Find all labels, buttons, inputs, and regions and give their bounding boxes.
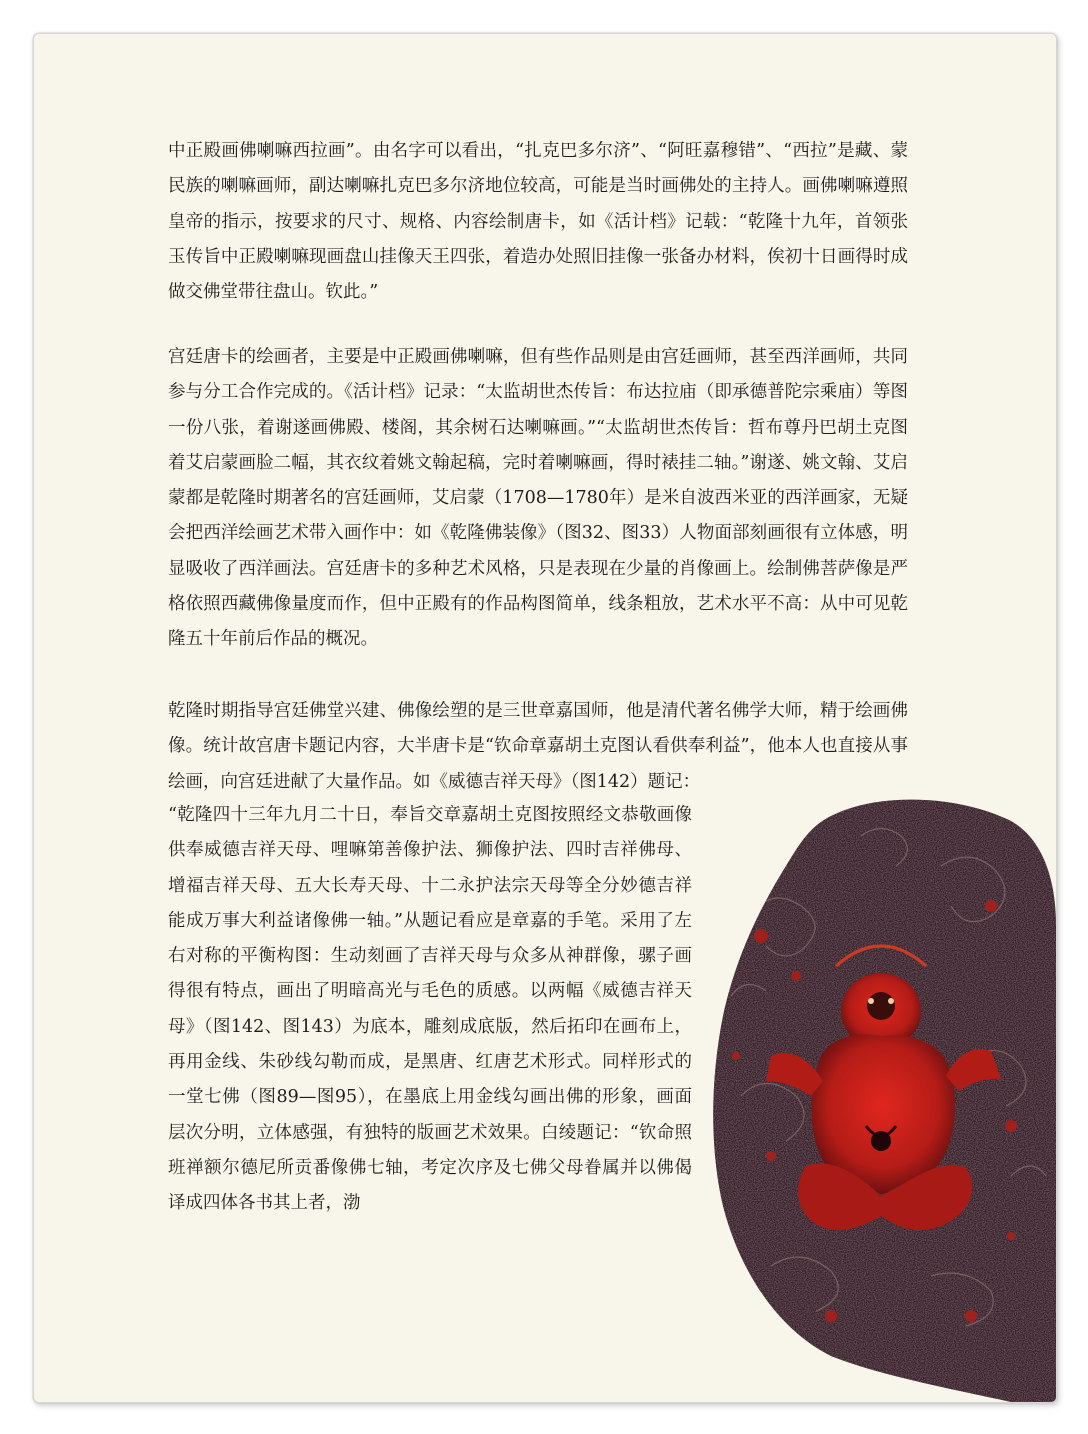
book-page bbox=[33, 33, 1057, 1403]
paragraph-2-text: 宫廷唐卡的绘画者，主要是中正殿画佛喇嘛，但有些作品则是由宫廷画师，甚至西洋画师，共同参与分工合作完成的。《活计档》记录：“太监胡世杰传旨：布达拉庙（即承德普陀宗乘庙）等图一份八张，着谢遂画佛殿、楼阁，其余树石达喇嘛画。”“太监胡世杰传旨：哲布尊丹巴胡土克图着艾启蒙画脸二幅，其衣纹着姚文翰起稿，完时着喇嘛画，得时裱挂二轴。”谢遂、姚文翰、艾启蒙都是乾隆时期著名的宫廷画师，艾启蒙（1708—1780年）是米自波西米亚的西洋画家，无疑会把西洋绘画艺术带入画作中：如《乾隆佛装像》（图32、图33）人物面部刻画很有立体感，明显吸收了西洋画法。宫廷唐卡的多种艺术风格，只是表现在少量的肖像画上。绘制佛菩萨像是严格依照西藏佛像量度而作，但中正殿有的作品构图简单，线条粗放，艺术水平不高：从中可见乾隆五十年前后作品的概况。 bbox=[168, 347, 908, 650]
paragraph-3-text: 乾隆时期指导宫廷佛堂兴建、佛像绘塑的是三世章嘉国师，他是清代著名佛学大师，精于绘画佛像。统计故宫唐卡题记内容，大半唐卡是“钦命章嘉胡土克图认看供奉利益”，他本人也直接从事绘画，向宫廷进献了大量作品。如《威德吉祥天母》（图142）题记： bbox=[168, 701, 908, 792]
paragraph-4 bbox=[168, 798, 692, 1222]
thangka-illustration bbox=[711, 796, 1056, 1402]
paragraph-3 bbox=[168, 694, 908, 800]
paragraph-1 bbox=[168, 134, 908, 310]
paragraph-2 bbox=[168, 340, 908, 658]
paragraph-4-text: “乾隆四十三年九月二十日，奉旨交章嘉胡土克图按照经文恭敬画像供奉威德吉祥天母、哩嘛第善像护法、狮像护法、四时吉祥佛母、增福吉祥天母、五大长寿天母、十二永护法宗天母等全分妙德吉祥能成万事大利益诸像佛一轴。”从题记看应是章嘉的手笔。采用了左右对称的平衡构图：生动刻画了吉祥天母与众多从神群像，骡子画得很有特点，画出了明暗高光与毛色的质感。以两幅《威德吉祥天母》（图142、图143）为底本，雕刻成底版，然后拓印在画布上，再用金线、朱砂线勾勒而成，是黑唐、红唐艺术形式。同样形式的一堂七佛（图89—图95），在墨底上用金线勾画出佛的形象，画面层次分明，立体感强，有独特的版画艺术效果。白绫题记：“钦命照班禅额尔德尼所贡番像佛七轴，考定次序及七佛父母眷属并以佛偈译成四体各书其上者，渤 bbox=[168, 805, 692, 1214]
paragraph-1-text: 中正殿画佛喇嘛西拉画”。由名字可以看出，“扎克巴多尔济”、“阿旺嘉穆错”、“西拉”是藏、蒙民族的喇嘛画师，副达喇嘛扎克巴多尔济地位较高，可能是当时画佛处的主持人。画佛喇嘛遵照皇帝的指示，按要求的尺寸、规格、内容绘制唐卡，如《活计档》记载：“乾隆十九年，首领张玉传旨中正殿喇嘛现画盘山挂像天王四张，着造办处照旧挂像一张备办材料，俟初十日画得时成做交佛堂带往盘山。钦此。” bbox=[168, 141, 908, 303]
